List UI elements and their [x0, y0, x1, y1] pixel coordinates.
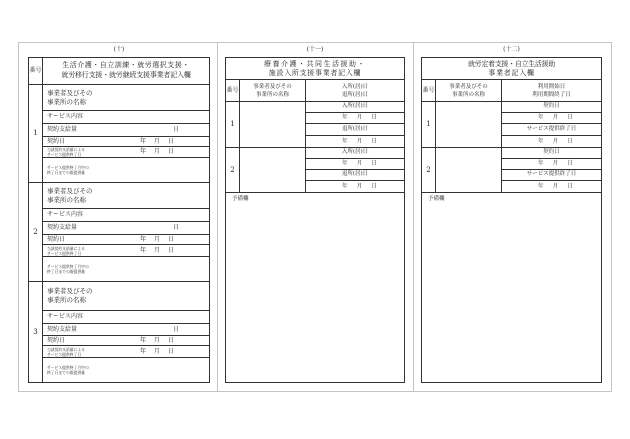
table-header-row — [226, 58, 404, 80]
reserve-label: 予備欄 — [428, 196, 445, 202]
form-table-12 — [421, 57, 602, 383]
end-date-label-row — [502, 170, 601, 181]
start-date-value-row — [502, 159, 601, 170]
table-title — [43, 58, 209, 84]
name-row — [43, 183, 209, 209]
contract-date-value: 年 月 日 — [140, 235, 174, 243]
amount-label: 契約支給量 — [47, 224, 78, 231]
name-label: 事業者及びその — [47, 186, 93, 195]
service-row — [43, 111, 209, 124]
start-date-label: 契約日 — [543, 103, 560, 110]
date-header-line: 利用開始日 — [537, 83, 566, 90]
entry-number: 2 — [422, 148, 436, 192]
panel-divider — [413, 42, 414, 392]
name-label: 事業者及びその — [47, 287, 93, 295]
provided-amount-row — [43, 358, 209, 382]
panel-divider — [217, 42, 218, 392]
end-date-label: サービス提供終了日 — [47, 152, 82, 157]
column-header-row — [226, 80, 404, 102]
number-header: 番号 — [226, 80, 240, 101]
start-date-label-row — [502, 148, 601, 159]
service-label: サービス内容 — [47, 313, 84, 320]
name-cell — [436, 148, 502, 192]
provided-amount-label: 終了日までの既提供量 — [47, 170, 85, 175]
start-date-value-row — [306, 113, 404, 124]
end-date-label: サービス提供終了日 — [47, 351, 82, 357]
name-header-line: 事業所の名称 — [255, 91, 289, 98]
entry-block — [29, 282, 209, 382]
end-date-value: 年 月 日 — [342, 182, 377, 189]
form-table-10 — [28, 57, 210, 383]
date-cell — [502, 148, 601, 192]
amount-unit: 日 — [173, 224, 180, 231]
end-date-value: 年 月 日 — [140, 347, 174, 355]
amount-row — [43, 324, 209, 336]
provided-amount-label: 終了日までの既提供量 — [47, 269, 85, 274]
start-date-label: 契約日 — [543, 149, 560, 156]
end-date-label-row — [306, 170, 404, 181]
reserve-section — [226, 193, 404, 382]
name-label: 事業所の名称 — [47, 296, 86, 304]
provided-amount-label: サービス提供終了月中の — [47, 264, 89, 269]
end-date-value: 年 月 日 — [140, 148, 174, 155]
start-date-label-row — [306, 102, 404, 113]
end-date-label: 当該契約支給量による — [47, 245, 85, 251]
end-date-value: 年 月 日 — [538, 137, 573, 144]
title-line: 療養介護・共同生活援助・ — [264, 59, 366, 68]
contract-date-label: 契約日 — [47, 336, 66, 344]
start-date-value: 年 月 日 — [342, 160, 377, 167]
name-label: 事業者及びその — [47, 88, 93, 97]
end-date-row — [43, 147, 209, 158]
name-cell — [436, 102, 502, 147]
end-date-label: 退所(居)日 — [341, 171, 369, 178]
name-label: 事業所の名称 — [47, 97, 86, 106]
amount-unit: 日 — [173, 126, 180, 133]
amount-label: 契約支給量 — [47, 126, 78, 133]
date-column-header — [306, 80, 404, 101]
title-line: 施設入所支援事業者記入欄 — [268, 68, 362, 77]
title-line: 生活介護・自立訓練・就労選択支援・ — [62, 61, 190, 69]
contract-date-value: 年 月 日 — [140, 336, 174, 344]
end-date-value-row — [306, 136, 404, 147]
date-header-line: 利用期間終了日 — [532, 91, 571, 98]
end-date-value: 年 月 日 — [538, 182, 573, 189]
date-header-line: 入所(居)日 — [341, 83, 369, 90]
end-date-value-row — [502, 136, 601, 147]
provided-amount-row — [43, 257, 209, 281]
table-title — [226, 58, 404, 79]
table-title — [422, 58, 601, 79]
name-header-line: 事業者及びその — [253, 83, 292, 90]
entry-number: 2 — [29, 183, 43, 281]
end-date-label: 当該契約支給量による — [47, 346, 85, 352]
end-date-label-row — [502, 124, 601, 136]
date-header-line: 退所(居)日 — [341, 91, 369, 98]
panel-number-label: (十) — [113, 46, 125, 53]
service-label: サービス内容 — [47, 113, 84, 120]
entry-block — [29, 85, 209, 183]
end-date-row — [43, 346, 209, 358]
contract-date-row — [43, 235, 209, 245]
start-date-label-row — [306, 148, 404, 159]
end-date-label: サービス提供終了日 — [47, 250, 82, 256]
title-line: 事業者記入欄 — [488, 68, 535, 77]
service-row — [43, 311, 209, 324]
end-date-value-row — [502, 181, 601, 192]
end-date-label-row — [306, 124, 404, 136]
start-date-value-row — [502, 113, 601, 124]
date-column-header — [502, 80, 601, 101]
panel-number-label: (十一) — [306, 46, 324, 53]
service-label: サービス内容 — [47, 211, 84, 218]
start-date-value: 年 月 日 — [538, 160, 573, 167]
start-date-value-row — [306, 159, 404, 170]
entry-block — [422, 102, 601, 148]
contract-date-value: 年 月 日 — [140, 137, 174, 145]
entry-block — [226, 102, 404, 148]
amount-label: 契約支給量 — [47, 325, 78, 333]
end-date-value: 年 月 日 — [140, 246, 174, 254]
entry-number: 2 — [226, 148, 240, 192]
contract-date-row — [43, 137, 209, 147]
date-cell — [306, 102, 404, 147]
end-date-label: サービス提供終了日 — [526, 125, 577, 132]
name-header-line: 事業者及びその — [449, 83, 488, 90]
amount-unit: 日 — [173, 325, 180, 333]
name-column-header — [240, 80, 306, 101]
column-header-row — [422, 80, 601, 102]
entry-block — [29, 183, 209, 282]
reserve-label: 予備欄 — [232, 196, 249, 202]
panel-number-label: (十二) — [503, 46, 520, 53]
name-header-line: 事業所の名称 — [451, 91, 485, 98]
start-date-value: 年 月 日 — [538, 114, 573, 121]
end-date-label: サービス提供終了日 — [526, 171, 577, 178]
provided-amount-label: サービス提供終了月中の — [47, 365, 89, 370]
amount-row — [43, 124, 209, 137]
name-label: 事業所の名称 — [47, 195, 86, 204]
entry-number: 1 — [422, 102, 436, 147]
date-cell — [306, 148, 404, 192]
provided-amount-row — [43, 158, 209, 182]
number-header: 番号 — [422, 80, 436, 101]
entry-block — [226, 148, 404, 193]
start-date-label-row — [502, 102, 601, 113]
end-date-label: 退所(居)日 — [341, 125, 369, 132]
title-line: 就労定着支援・自立生活援助 — [467, 59, 556, 68]
entry-number: 3 — [29, 282, 43, 382]
end-date-label: 当該契約支給量による — [47, 147, 85, 152]
start-date-value: 年 月 日 — [342, 114, 377, 121]
form-table-11 — [225, 57, 405, 383]
table-header-row — [422, 58, 601, 80]
title-line: 就労移行支援・就労継続支援事業者記入欄 — [61, 71, 191, 79]
name-cell — [240, 148, 306, 192]
service-row — [43, 209, 209, 222]
amount-row — [43, 222, 209, 235]
end-date-row — [43, 245, 209, 257]
reserve-section — [422, 193, 601, 382]
entry-number: 1 — [29, 85, 43, 182]
table-header-row — [29, 58, 209, 85]
name-row — [43, 282, 209, 311]
name-column-header — [436, 80, 502, 101]
end-date-value-row — [306, 181, 404, 192]
provided-amount-label: 終了日までの既提供量 — [47, 370, 85, 375]
name-cell — [240, 102, 306, 147]
start-date-label: 入所(居)日 — [341, 103, 369, 110]
start-date-label: 入所(居)日 — [341, 149, 369, 156]
contract-date-label: 契約日 — [47, 235, 66, 243]
date-cell — [502, 102, 601, 147]
entry-block — [422, 148, 601, 193]
entry-number: 1 — [226, 102, 240, 147]
provided-amount-label: サービス提供終了月中の — [47, 165, 89, 170]
contract-date-label: 契約日 — [47, 137, 66, 145]
number-header: 番号 — [29, 58, 43, 84]
contract-date-row — [43, 336, 209, 346]
name-row — [43, 85, 209, 111]
end-date-value: 年 月 日 — [342, 137, 377, 144]
